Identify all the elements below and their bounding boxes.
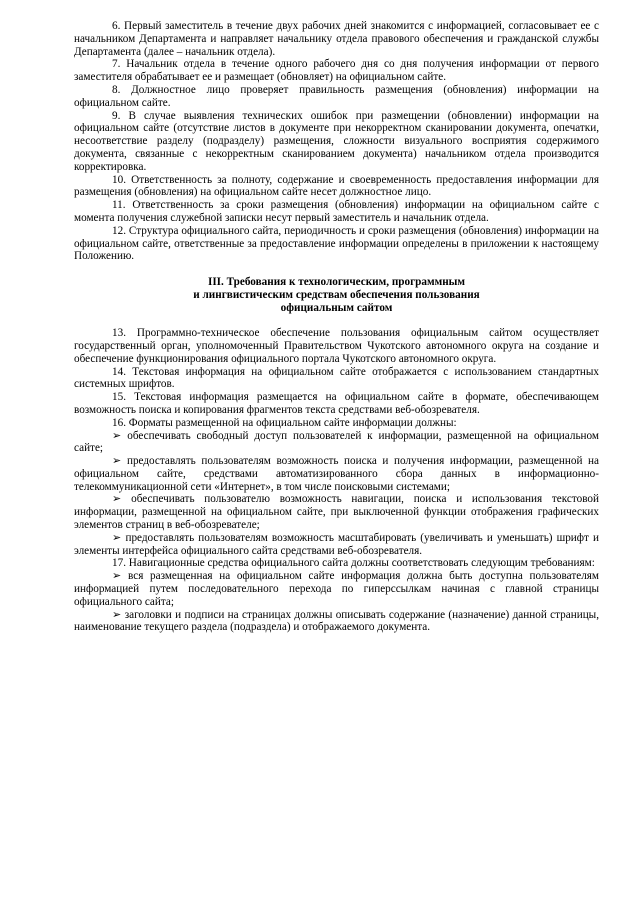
document-page bbox=[74, 20, 599, 634]
list-item-search: ➢ предоставлять пользователям возможность поиска и получения информации, размещенной на официальном сайте, средствами автоматизированного сбора данных в информационно-телекоммуникационной сети «Интернет», в том числе поисковыми системами; bbox=[74, 455, 599, 493]
paragraph-7: 7. Начальник отдела в течение одного рабочего дня со дня получения информации от первого заместителя обрабатывает ее и размещает (обновляет) на официальном сайте. bbox=[74, 58, 599, 84]
paragraph-17: 17. Навигационные средства официального сайта должны соответствовать следующим требованиям: bbox=[112, 557, 595, 570]
paragraph-9: 9. В случае выявления технических ошибок при размещении (обновлении) информации на официальном сайте (отсутствие листов в документе при некорректном сканировании документа, опечатки, несоответствие разделу (подразделу) размещения, сложности визуального восприятия содержимого документа, связанные с некорректным сканированием документа) начальником отдела производится корректировка. bbox=[74, 109, 599, 173]
paragraph-6: 6. Первый заместитель в течение двух рабочих дней знакомится с информацией, согласовывает ее с начальником Департамента и направляет начальнику отдела правового обеспечения и гражданской службы Департамента (далее – начальник отдела). bbox=[74, 20, 599, 58]
paragraph-14: 14. Текстовая информация на официальном сайте отображается с использованием стандартных системных шрифтов. bbox=[74, 365, 599, 391]
spacer bbox=[74, 263, 599, 276]
paragraph-13: 13. Программно-техническое обеспечение пользования официальным сайтом осуществляет государственный орган, уполномоченный Правительством Чукотского автономного округа на создание и обеспечение функционирования официального портала Чукотского автономного округа. bbox=[74, 327, 599, 365]
paragraph-12: 12. Структура официального сайта, периодичность и сроки размещения (обновления) информации на официальном сайте, ответственные за предоставление информации определены в приложении к настоящему Положению. bbox=[74, 224, 599, 263]
list-item-scaling: ➢ предоставлять пользователям возможность масштабировать (увеличивать и уменьшать) шрифт и элементы интерфейса официального сайта средствами веб-обозревателя. bbox=[74, 531, 599, 557]
section-heading-line-3: официальным сайтом bbox=[280, 301, 393, 314]
list-item-free-access: ➢ обеспечивать свободный доступ пользователей к информации, размещенной на официальном сайте; bbox=[74, 429, 599, 455]
paragraph-10: 10. Ответственность за полноту, содержание и своевременность предоставления информации для размещения (обновления) на официальном сайте несет должностное лицо. bbox=[74, 173, 599, 199]
paragraph-11: 11. Ответственность за сроки размещения (обновления) информации на официальном сайте с момента получения служебной записки несут первый заместитель и начальник отдела. bbox=[74, 199, 599, 224]
paragraph-15: 15. Текстовая информация размещается на официальном сайте в формате, обеспечивающем возможность поиска и копирования фрагментов текста средствами веб-обозревателя. bbox=[74, 391, 599, 416]
section-heading-line-1: III. Требования к технологическим, программным bbox=[207, 275, 466, 288]
spacer bbox=[74, 314, 599, 327]
list-item-navigation: ➢ обеспечивать пользователю возможность навигации, поиска и использования текстовой информации, размещенной на официальном сайте, при выключенной функции отображения графических элементов страниц в веб-обозревателе; bbox=[74, 493, 599, 532]
section-heading-line-2: и лингвистическим средствам обеспечения пользования bbox=[193, 288, 480, 301]
list-item-hyperlinks: ➢ вся размещенная на официальном сайте информация должна быть доступна пользователям информацией путем последовательного перехода по гиперссылкам начиная с главной страницы официального сайта; bbox=[74, 570, 599, 608]
section-heading bbox=[74, 276, 599, 314]
paragraph-16: 16. Форматы размещенной на официальном сайте информации должны: bbox=[112, 416, 457, 429]
list-item-headings: ➢ заголовки и подписи на страницах должны описывать содержание (назначение) данной страницы, наименование текущего раздела (подраздела) и отображаемого документа. bbox=[74, 608, 599, 634]
paragraph-8: 8. Должностное лицо проверяет правильность размещения (обновления) информации на официальном сайте. bbox=[74, 83, 599, 109]
